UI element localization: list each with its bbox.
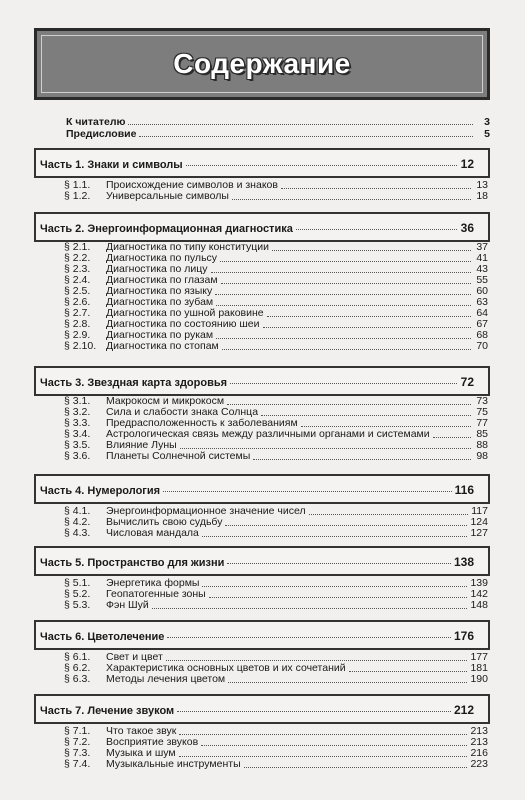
section-title: Планеты Солнечной системы: [106, 450, 251, 462]
section-page: 148: [470, 599, 488, 611]
dot-leader: [128, 116, 473, 125]
part-page: 116: [454, 483, 474, 497]
entry-label: Предисловие: [66, 128, 137, 140]
part-page: 12: [460, 157, 474, 171]
dot-leader: [166, 652, 468, 661]
section-list: [34, 652, 490, 685]
section-page: 37: [476, 241, 488, 253]
section-number: § 3.2.: [64, 406, 91, 418]
section-list: [34, 180, 490, 202]
section-title: Макрокосм и микрокосм: [106, 395, 225, 407]
section-title: Вычислить свою судьбу: [106, 516, 223, 528]
part-label: Часть 5. Пространство для жизни: [40, 557, 225, 569]
dot-leader: [220, 253, 471, 262]
dot-leader: [296, 221, 457, 230]
dot-leader: [163, 483, 452, 492]
section-number: § 7.3.: [64, 747, 91, 759]
section-page: 64: [476, 307, 488, 319]
dot-leader: [222, 341, 471, 350]
toc-entry[interactable]: [34, 440, 490, 451]
page-title: Содержание: [173, 48, 351, 79]
toc-entry[interactable]: [34, 726, 490, 737]
section-page: 63: [476, 296, 488, 308]
section-page: 77: [476, 417, 488, 429]
part-label: Часть 4. Нумерология: [40, 485, 161, 497]
section-page: 73: [476, 395, 488, 407]
intro-entries: [34, 116, 490, 140]
section-title: Универсальные символы: [106, 190, 229, 202]
part-heading[interactable]: [34, 546, 490, 576]
toc-entry[interactable]: [34, 341, 490, 352]
part-page: 72: [460, 375, 474, 389]
toc-entry[interactable]: [34, 451, 490, 462]
section-number: § 2.4.: [64, 274, 91, 286]
part-page: 212: [453, 703, 474, 717]
section-title: Энергоинформационное значение чисел: [106, 505, 306, 517]
toc-entry[interactable]: [34, 506, 490, 517]
section-number: § 3.6.: [64, 450, 91, 462]
title-banner: [34, 28, 490, 100]
section-title: Восприятие звуков: [106, 736, 199, 748]
section-page: 85: [476, 428, 488, 440]
part-heading[interactable]: [34, 148, 490, 178]
dot-leader: [272, 242, 471, 251]
dot-leader: [232, 191, 471, 200]
section-title: Числовая мандала: [106, 527, 199, 539]
dot-leader: [349, 663, 468, 672]
part-heading[interactable]: [34, 620, 490, 650]
part-heading[interactable]: [34, 694, 490, 724]
dot-leader: [179, 748, 468, 757]
toc-entry[interactable]: [34, 517, 490, 528]
section-number: § 2.7.: [64, 307, 91, 319]
section-list: [34, 578, 490, 611]
part-label: Часть 3. Звездная карта здоровья: [40, 377, 228, 389]
part-heading[interactable]: [34, 474, 490, 504]
dot-leader: [216, 330, 471, 339]
section-page: 142: [470, 588, 488, 600]
section-number: § 5.3.: [64, 599, 91, 611]
toc-entry[interactable]: [34, 589, 490, 600]
section-page: 60: [476, 285, 488, 297]
dot-leader: [209, 589, 468, 598]
dot-leader: [139, 128, 473, 137]
dot-leader: [202, 578, 467, 587]
section-page: 41: [476, 252, 488, 264]
dot-leader: [230, 375, 457, 384]
section-list: [34, 726, 490, 770]
section-page: 181: [470, 662, 488, 674]
section-number: § 5.1.: [64, 577, 91, 589]
dot-leader: [167, 629, 451, 638]
dot-leader: [227, 396, 471, 405]
section-title: Методы лечения цветом: [106, 673, 226, 685]
part-page: 36: [460, 221, 474, 235]
section-page: 13: [476, 179, 488, 191]
section-number: § 2.9.: [64, 329, 91, 341]
section-title: Сила и слабости знака Солнца: [106, 406, 259, 418]
section-number: § 7.4.: [64, 758, 91, 770]
toc-entry[interactable]: [34, 116, 490, 128]
section-number: § 2.1.: [64, 241, 91, 253]
section-title: Что такое звук: [106, 725, 177, 737]
section-page: 68: [476, 329, 488, 341]
toc-entry[interactable]: [34, 319, 490, 330]
toc-entry[interactable]: [34, 663, 490, 674]
section-page: 70: [476, 340, 488, 352]
section-page: 216: [470, 747, 488, 759]
dot-leader: [211, 264, 472, 273]
section-title: Свет и цвет: [106, 651, 163, 663]
section-page: 177: [470, 651, 488, 663]
section-title: Происхождение символов и знаков: [106, 179, 278, 191]
section-list: [34, 506, 490, 539]
section-page: 75: [476, 406, 488, 418]
section-number: § 2.2.: [64, 252, 91, 264]
dot-leader: [228, 674, 467, 683]
section-number: § 4.1.: [64, 505, 91, 517]
dot-leader: [261, 407, 471, 416]
toc-entry[interactable]: [34, 191, 490, 202]
section-title: Диагностика по зубам: [106, 296, 214, 308]
dot-leader: [253, 451, 471, 460]
section-number: § 2.6.: [64, 296, 91, 308]
title-banner-inner: [41, 35, 483, 93]
toc-entry[interactable]: [34, 330, 490, 341]
section-number: § 4.3.: [64, 527, 91, 539]
toc-entry[interactable]: [34, 429, 490, 440]
dot-leader: [309, 506, 469, 515]
section-title: Диагностика по стопам: [106, 340, 219, 352]
toc-entry[interactable]: [34, 600, 490, 611]
dot-leader: [216, 297, 471, 306]
toc-entry[interactable]: [34, 578, 490, 589]
section-title: Диагностика по языку: [106, 285, 213, 297]
section-title: Влияние Луны: [106, 439, 177, 451]
section-title: Астрологическая связь между различными органами и системами: [106, 428, 430, 440]
section-page: 127: [470, 527, 488, 539]
section-number: § 7.1.: [64, 725, 91, 737]
dot-leader: [433, 429, 471, 438]
part-label: Часть 1. Знаки и символы: [40, 159, 183, 171]
dot-leader: [202, 528, 468, 537]
section-number: § 6.2.: [64, 662, 91, 674]
toc-entry[interactable]: [34, 528, 490, 539]
section-number: § 3.1.: [64, 395, 91, 407]
section-number: § 2.8.: [64, 318, 91, 330]
section-page: 88: [476, 439, 488, 451]
section-title: Характеристика основных цветов и их сочетаний: [106, 662, 346, 674]
section-number: § 3.3.: [64, 417, 91, 429]
toc-entry[interactable]: [34, 275, 490, 286]
entry-page: 3: [484, 116, 490, 128]
entry-page: 5: [484, 128, 490, 140]
section-page: 223: [470, 758, 488, 770]
part-label: Часть 2. Энергоинформационная диагностика: [40, 223, 293, 235]
section-number: § 5.2.: [64, 588, 91, 600]
section-page: 213: [470, 736, 488, 748]
dot-leader: [179, 726, 467, 735]
dot-leader: [186, 157, 457, 166]
section-number: § 6.3.: [64, 673, 91, 685]
section-page: 124: [470, 516, 488, 528]
toc-entry[interactable]: [34, 242, 490, 253]
section-title: Геопатогенные зоны: [106, 588, 206, 600]
dot-leader: [152, 600, 468, 609]
section-number: § 2.5.: [64, 285, 91, 297]
toc-entry[interactable]: [34, 308, 490, 319]
section-title: Диагностика по типу конституции: [106, 241, 269, 253]
section-list: [34, 396, 490, 462]
section-number: § 7.2.: [64, 736, 91, 748]
toc-entry[interactable]: [34, 737, 490, 748]
toc-entry[interactable]: [34, 674, 490, 685]
section-number: § 4.2.: [64, 516, 91, 528]
dot-leader: [180, 440, 471, 449]
dot-leader: [281, 180, 471, 189]
toc-entry[interactable]: [34, 264, 490, 275]
section-title: Музыка и шум: [106, 747, 176, 759]
section-number: § 6.1.: [64, 651, 91, 663]
section-title: Диагностика по ушной раковине: [106, 307, 264, 319]
dot-leader: [267, 308, 471, 317]
part-heading[interactable]: [34, 366, 490, 396]
toc-entry[interactable]: [34, 180, 490, 191]
section-number: § 3.4.: [64, 428, 91, 440]
dot-leader: [244, 759, 468, 768]
toc-entry[interactable]: [34, 286, 490, 297]
dot-leader: [221, 275, 471, 284]
dot-leader: [227, 555, 451, 564]
part-heading[interactable]: [34, 212, 490, 242]
section-number: § 3.5.: [64, 439, 91, 451]
section-number: § 1.1.: [64, 179, 91, 191]
dot-leader: [177, 703, 451, 712]
dot-leader: [225, 517, 467, 526]
section-title: Диагностика по состоянию шеи: [106, 318, 260, 330]
section-title: Диагностика по глазам: [106, 274, 218, 286]
section-title: Диагностика по рукам: [106, 329, 214, 341]
section-title: Энергетика формы: [106, 577, 200, 589]
section-number: § 2.3.: [64, 263, 91, 275]
section-page: 139: [470, 577, 488, 589]
section-title: Фэн Шуй: [106, 599, 149, 611]
section-page: 18: [476, 190, 488, 202]
dot-leader: [301, 418, 471, 427]
entry-label: К читателю: [66, 116, 126, 128]
part-label: Часть 7. Лечение звуком: [40, 705, 175, 717]
section-list: [34, 242, 490, 352]
toc-entry[interactable]: [34, 748, 490, 759]
part-page: 176: [453, 629, 474, 643]
section-number: § 2.10.: [64, 340, 97, 352]
section-title: Диагностика по лицу: [106, 263, 208, 275]
section-page: 55: [476, 274, 488, 286]
section-page: 98: [476, 450, 488, 462]
section-title: Предрасположенность к заболеваниям: [106, 417, 298, 429]
toc-entry[interactable]: [34, 253, 490, 264]
part-label: Часть 6. Цветолечение: [40, 631, 165, 643]
toc-entry[interactable]: [34, 128, 490, 140]
dot-leader: [263, 319, 472, 328]
section-page: 213: [470, 725, 488, 737]
section-title: Диагностика по пульсу: [106, 252, 218, 264]
section-number: § 1.2.: [64, 190, 91, 202]
toc-entry[interactable]: [34, 396, 490, 407]
section-title: Музыкальные инструменты: [106, 758, 241, 770]
dot-leader: [201, 737, 467, 746]
toc-entry[interactable]: [34, 759, 490, 770]
section-page: 190: [470, 673, 488, 685]
section-page: 67: [476, 318, 488, 330]
dot-leader: [215, 286, 471, 295]
part-page: 138: [453, 555, 474, 569]
section-page: 117: [471, 505, 488, 517]
section-page: 43: [476, 263, 488, 275]
